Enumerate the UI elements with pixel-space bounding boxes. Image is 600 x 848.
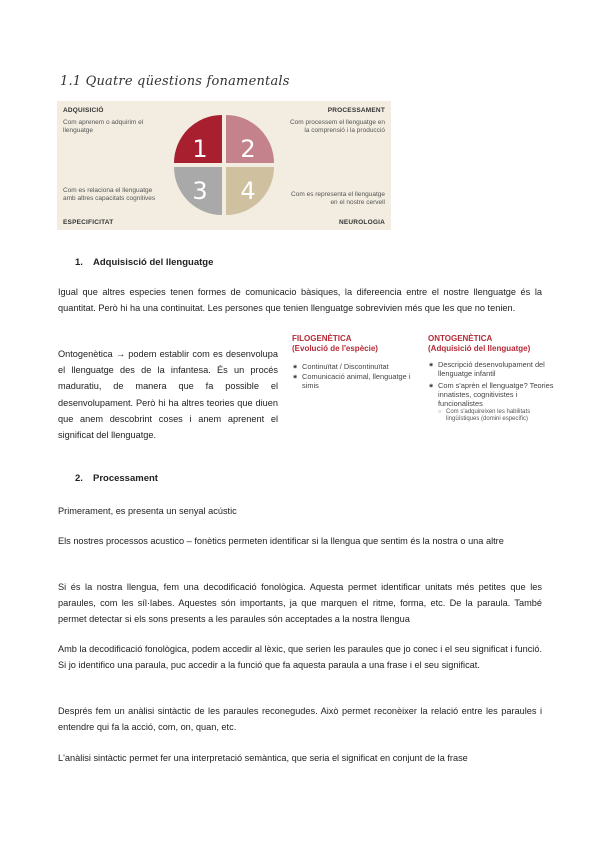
section-2-paragraph-6: L'anàlisi sintàctic permet fer una interpretació semàntica, que seria el significat en conjunt de la frase: [58, 753, 468, 763]
bullet-icon: ⁕: [292, 372, 299, 381]
ontogenetica-item: ⁕ Descripció desenvolupament del llenguatge infantil: [428, 360, 545, 378]
section-2-paragraph-1: Primerament, es presenta un senyal acústic: [58, 506, 237, 516]
quadrant-3-number: 3: [192, 177, 208, 205]
section-2-paragraph-2: Els nostres processos acustico – fonètics permeten identificar si la llengua que sentim és la nostra o una altre: [58, 536, 504, 546]
quadrant-1-number: 1: [192, 135, 208, 163]
quadrant-circle: [174, 111, 274, 221]
quadrant-4-desc: Com es representa el llenguatge en el nostre cervell: [291, 191, 385, 206]
filogenetica-item: ⁕ Continuïtat / Discontinuïtat: [292, 362, 389, 371]
bullet-icon: ⁕: [428, 360, 435, 369]
ontogenetica-subtitle: (Adquisició del llenguatge): [428, 344, 531, 353]
quadrant-1-title: ADQUISICIÓ: [63, 107, 104, 114]
page-heading: 1.1 Quatre qüestions fonamentals: [60, 74, 290, 89]
filogenetica-column: [292, 334, 422, 390]
section-2-number: 2.: [75, 473, 83, 484]
section-1-paragraph-2: Ontogenètica → podem establir com es desenvolupa el llenguatge des de la infantesa. És un procés maduratiu, de manera que fa possible el desenvolupament. Però hi ha altres teories que diuen que anem descobrint coses i anem aprenent el significat del llenguatge.: [58, 349, 278, 441]
sub-bullet-icon: ○: [438, 409, 442, 415]
bullet-icon: ⁕: [292, 362, 299, 371]
four-questions-diagram: [57, 101, 391, 230]
quadrant-2-number: 2: [240, 135, 256, 163]
section-2-paragraph-4: Amb la decodificació fonològica, podem accedir al lèxic, que serien les paraules que jo conec i el seu significat i funció. Si jo identifico una paraula, puc accedir a la funció que fa aquesta paraula a una frase i el seu significat.: [58, 644, 542, 670]
section-1-paragraph-1: Igual que altres especies tenen formes de comunicacio bàsiques, la difereencia entre el nostre llenguatge és la quantitat. Però hi ha una continuitat. Les persones que tenien llenguatge sobrevivien més que les que no tenien.: [58, 287, 542, 313]
section-2-paragraph-3: Si és la nostra llengua, fem una decodificació fonològica. Aquesta permet identificar unitats més petites que les paraules, com les síl·labes. Aquestes són importants, ja que marquen el ritme, forma, etc. De la paraula. També permet detectar si els sons presents a les paraules són acceptades a la nostra llengua: [58, 582, 542, 624]
ontogenetica-item: ⁕ Com s'aprèn el llenguatge? Teories innatistes, cognitivistes i funcionalistes: [428, 381, 554, 408]
section-1-number: 1.: [75, 257, 83, 268]
ontogenetica-title: ONTOGENÈTICA: [428, 334, 493, 343]
ontogenetica-subitem: ○ Com s'adquireixen les habilitats lingüístiques (domini específic): [438, 409, 531, 422]
quadrant-3-title: ESPECIFICITAT: [63, 219, 114, 226]
filogenetica-subtitle: (Evolució de l'espècie): [292, 344, 378, 353]
ontogenetica-column: [428, 334, 563, 423]
quadrant-3-desc: Com es relaciona el llenguatge amb altres capacitats cognitives: [63, 187, 156, 202]
filogenetica-item: ⁕ Comunicació animal, llenguatge i simis: [292, 372, 411, 390]
section-2-title: Processament: [93, 473, 158, 484]
section-2-paragraph-5: Després fem un anàlisi sintàctic de les paraules reconegudes. Això permet reconèixer la relació entre les paraules i entendre qui fa la acció, com, on, quan, etc.: [58, 706, 542, 732]
quadrant-2-title: PROCESSAMENT: [327, 107, 385, 114]
section-1-title: Adquisisció del llenguatge: [93, 257, 214, 268]
quadrant-4-title: NEUROLOGIA: [338, 219, 385, 226]
quadrant-2-desc: Com processem el llenguatge en la comprensió i la producció: [289, 119, 385, 134]
quadrant-1-desc: Com aprenem o adquirim el llenguatge: [63, 119, 144, 134]
quadrant-4-number: 4: [240, 177, 256, 205]
filogenetica-title: FILOGENÈTICA: [292, 334, 352, 343]
bullet-icon: ⁕: [428, 381, 435, 390]
